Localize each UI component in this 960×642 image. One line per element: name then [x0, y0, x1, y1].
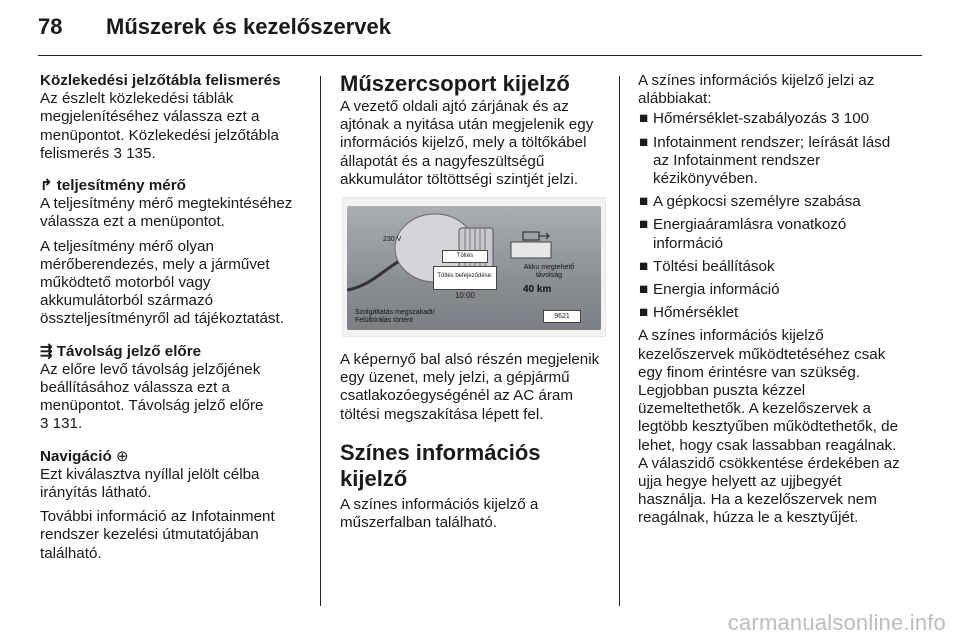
header-rule	[38, 55, 922, 56]
list-item: ■ Hőmérséklet-szabályozás 3 100	[639, 110, 870, 128]
text-performance-2: A teljesítmény mérő olyan mérőberendezés, mely a járművet működtető motorból vagy akkumulátorból származó összteljesítményről ad tájékoztatást.	[40, 237, 284, 328]
range-value: 40 km	[523, 284, 552, 296]
heading-instrument-display: Műszercsoport kijelző	[340, 71, 570, 96]
charge-end-box	[433, 266, 497, 301]
charge-status-box: Töltés	[442, 250, 488, 263]
display-screen	[347, 206, 601, 330]
heading-performance: teljesítmény mérő	[56, 177, 186, 195]
section-distance	[40, 343, 305, 434]
charge-end-label: Töltés befejeződése:	[437, 273, 493, 280]
column-right	[638, 72, 908, 534]
section-traffic-sign	[40, 72, 305, 163]
bullet-icon: ■	[639, 133, 649, 151]
column-divider	[619, 76, 620, 606]
page-title: Műszerek és kezelőszervek	[106, 14, 391, 39]
page-number: 78	[38, 14, 63, 39]
bullet-icon: ■	[639, 257, 649, 275]
bullet-icon: ■	[639, 281, 649, 299]
heading-color-display: Színes információs kijelző	[340, 439, 541, 491]
column-divider	[320, 76, 321, 606]
service-message: Szolgáltatás megszakadt/ Felülbírálás történt	[355, 309, 435, 325]
text-navigation-1: Ezt kiválasztva nyíllal jelölt célba irányítás látható.	[40, 465, 260, 502]
section-navigation	[40, 448, 305, 503]
bullet-icon: ■	[639, 304, 649, 322]
range-label: Akku megtehető távolság	[523, 264, 575, 280]
text-message-note: A képernyő bal alsó részén megjelenik egy üzenet, mely jelzi, a gépjármű csatlakozóegységénél az AC áram töltési megszakítása lépett fel.	[340, 351, 600, 423]
heading-traffic-sign: Közlekedési jelzőtábla felismerés	[40, 72, 281, 89]
bullet-icon: ■	[639, 193, 649, 211]
list-item: ■ Hőmérséklet	[639, 304, 739, 322]
text-traffic-sign: Az észlelt közlekedési táblák megjelenítéséhez válassza ezt a menüpontot. Közlekedési jelzőtábla felismerés	[40, 90, 279, 162]
navigation-icon: ⊕	[115, 447, 129, 465]
distance-indicator-icon: ⇶	[40, 342, 53, 360]
column-middle	[340, 72, 605, 538]
bullet-icon: ■	[639, 216, 649, 234]
text-navigation-2: További információ az Infotainment rendszer kezelési útmutatójában található.	[40, 508, 275, 562]
text-controls-usage: A színes információs kijelző kezelőszervek működtetéséhez csak egy finom érintésre van szükség. Legjobban puszta kézzel üzemeltethetők. A kezelőszervek a legtöbb kesztyűben működtethetők, de lehet, hogy csak lassabban reagálnak. A válaszidő csökkentése érdekében az ujja hegye helyett az ujjbegyét használja. Ha a kezelőszervek nem reagálnak, húzza le a kesztyűjét.	[638, 327, 900, 527]
list-item: ■ Energiaáramlásra vonatkozó információ	[639, 216, 847, 252]
heading-distance: Távolság jelző előre	[56, 342, 202, 360]
section-performance	[40, 177, 305, 232]
ref-traffic-sign: 3 135.	[113, 144, 156, 162]
odometer-box: 9621	[543, 310, 581, 323]
ref-distance: 3 131.	[40, 415, 83, 433]
text-instrument-display: A vezető oldali ajtó zárjának és az ajtónak a nyitása után megjelenik egy információs kijelző, mely a töltőkábel állapotát és a nagyfeszültségű akkumulátor töltöttségi szintjét jelzi.	[340, 98, 594, 188]
feature-list	[638, 110, 908, 322]
text-distance: Az előre levő távolság jelzőjének beállításához válassza ezt a menüpontot. Távolság jelző előre	[40, 360, 264, 415]
voltage-label: 230 V	[383, 236, 402, 244]
heading-navigation: Navigáció	[40, 447, 112, 465]
performance-meter-icon: ↱	[40, 177, 53, 195]
watermark: carmanualsonline.info	[727, 610, 946, 635]
text-performance-1: A teljesítmény mérő megtekintéséhez válassza ezt a menüpontot.	[40, 195, 293, 231]
list-item: ■ Infotainment rendszer; leírását lásd az Infotainment rendszer kézikönyvében.	[639, 133, 891, 188]
text-color-display-intro: A színes információs kijelző jelzi az alábbiakat:	[638, 72, 875, 108]
charge-end-time: 10:00	[454, 291, 476, 301]
list-item: ■ A gépkocsi személyre szabása	[639, 193, 861, 211]
column-left	[40, 72, 305, 569]
page-header	[38, 14, 391, 40]
list-item: ■ Energia információ	[639, 281, 780, 299]
list-item: ■ Töltési beállítások	[639, 257, 775, 275]
bullet-icon: ■	[639, 110, 649, 128]
charging-display-figure	[342, 197, 606, 337]
text-color-display: A színes információs kijelző a műszerfalban található.	[340, 495, 539, 532]
